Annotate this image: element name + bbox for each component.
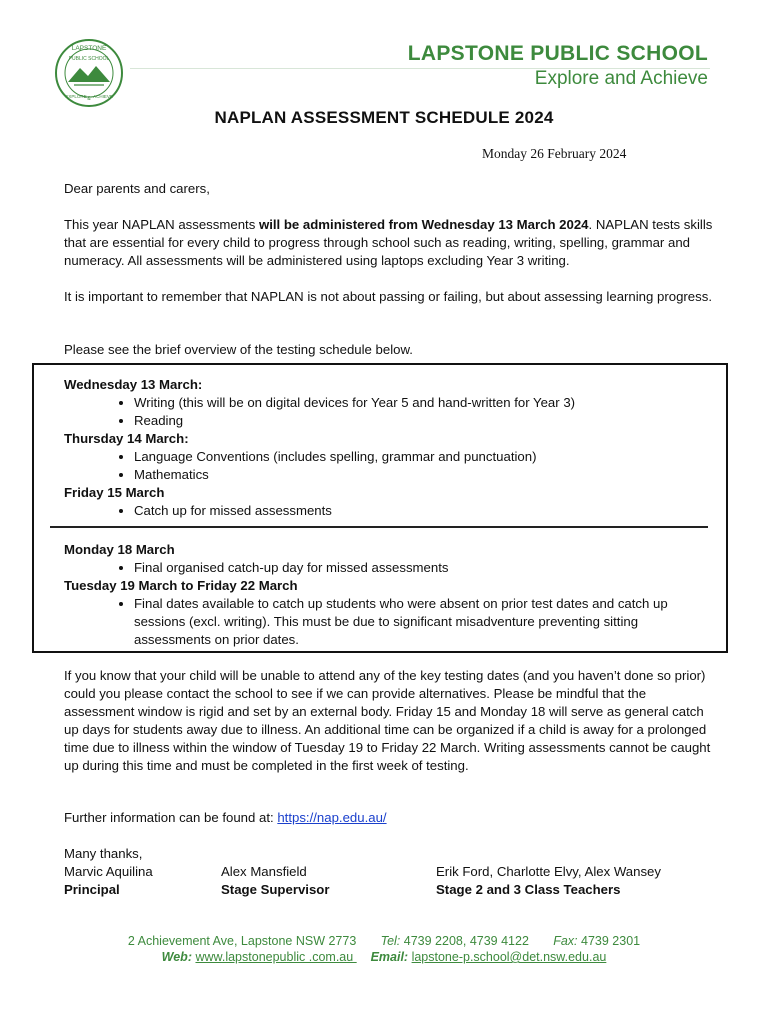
logo-amp-text: &	[87, 96, 91, 102]
salutation: Dear parents and carers,	[64, 181, 210, 196]
document-title: NAPLAN ASSESSMENT SCHEDULE 2024	[214, 108, 554, 127]
footer-web-link[interactable]: www.lapstonepublic .com.au	[195, 950, 357, 964]
footer-web-line	[0, 950, 768, 964]
letter-date: Monday 26 February 2024	[482, 146, 627, 161]
footer-fax: 4739 2301	[581, 934, 641, 948]
schedule-divider	[50, 526, 708, 528]
unable-paragraph: If you know that your child will be unable to attend any of the key testing dates (and you haven’t done so prior) could you please contact the school to see if we can provide alternatives. Please be mindful that the assessment window is rigid and set by an external body. Friday 15 and Monday 18 will serve as general catch up days for students away due to illness. An additional time can be organized if a child is away for a prolonged time due to illness within the window of Tuesday 19 to Friday 22 March. Writing assessments cannot be caught up during this time and must be completed in the first week of testing.	[64, 668, 711, 773]
footer-contact-line	[0, 934, 768, 948]
closing: Many thanks,	[64, 846, 143, 861]
school-name: LAPSTONE PUBLIC SCHOOL	[407, 42, 708, 65]
footer-fax-label: Fax:	[553, 934, 578, 948]
schedule-list-wed	[64, 394, 714, 430]
schedule-list-mon	[64, 559, 714, 577]
schedule-week1	[64, 376, 714, 520]
signatory-name: Erik Ford, Charlotte Elvy, Alex Wansey	[436, 864, 661, 879]
schedule-item: • Final organised catch-up day for missed assessments	[134, 559, 714, 577]
overview-paragraph: Please see the brief overview of the testing schedule below.	[64, 342, 413, 357]
remember-paragraph: It is important to remember that NAPLAN is not about passing or failing, but about assessing learning progress.	[64, 289, 712, 304]
schedule-item: • Final dates available to catch up students who were absent on prior test dates and catch up sessions (excl. writing). This must be due to significant misadventure preventing sitting assessments on prior dates.	[134, 595, 694, 649]
intro-paragraph	[64, 216, 714, 270]
school-motto: Explore and Achieve	[534, 68, 708, 89]
footer-email-label: Email:	[370, 950, 409, 964]
schedule-list-fri	[64, 502, 714, 520]
logo-mid-text: PUBLIC SCHOOL	[68, 56, 110, 62]
intro-pre: This year NAPLAN assessments	[64, 217, 259, 232]
schedule-day-fri: Friday 15 March	[64, 485, 165, 500]
signatory-name: Marvic Aquilina	[64, 864, 153, 879]
schedule-list-tue	[64, 595, 714, 649]
logo-top-text: LAPSTONE	[71, 45, 107, 52]
signatory-teachers	[436, 863, 661, 899]
footer-email-link[interactable]: lapstone-p.school@det.nsw.edu.au	[411, 950, 607, 964]
further-text: Further information can be found at:	[64, 810, 278, 825]
nap-link[interactable]: https://nap.edu.au/	[277, 810, 387, 825]
schedule-list-thu	[64, 448, 714, 484]
signatory-role: Principal	[64, 882, 120, 897]
schedule-day-tue: Tuesday 19 March to Friday 22 March	[64, 578, 298, 593]
footer-tel: 4739 2208, 4739 4122	[403, 934, 529, 948]
school-logo	[54, 38, 124, 108]
schedule-week2	[64, 541, 714, 649]
signatory-role: Stage 2 and 3 Class Teachers	[436, 882, 621, 897]
footer-address: 2 Achievement Ave, Lapstone NSW 2773	[127, 934, 357, 948]
intro-post: . NAPLAN tests skills that are essential for every child to progress through school such as reading, writing, spelling, grammar and numeracy. All assessments will be administered using laptops excluding Year 3 writing.	[64, 217, 713, 268]
schedule-day-thu: Thursday 14 March:	[64, 431, 189, 446]
signatory-supervisor	[221, 863, 329, 899]
logo-left-text: EXPLORE	[65, 94, 87, 99]
schedule-day-mon: Monday 18 March	[64, 542, 175, 557]
schedule-item: • Writing (this will be on digital devices for Year 5 and hand-written for Year 3)	[134, 394, 714, 412]
signatory-role: Stage Supervisor	[221, 882, 330, 897]
footer-tel-label: Tel:	[380, 934, 401, 948]
footer-web-label: Web:	[161, 950, 192, 964]
logo-right-text: ACHIEVE	[93, 94, 113, 99]
further-info	[64, 809, 714, 827]
schedule-item: • Language Conventions (includes spelling, grammar and punctuation)	[134, 448, 714, 466]
schedule-item: • Reading	[134, 412, 714, 430]
signatory-name: Alex Mansfield	[221, 864, 307, 879]
signatory-principal	[64, 863, 153, 899]
schedule-day-wed: Wednesday 13 March:	[64, 377, 203, 392]
intro-bold: will be administered from Wednesday 13 March 2024	[258, 217, 589, 232]
schedule-item: • Catch up for missed assessments	[134, 502, 714, 520]
schedule-item: • Mathematics	[134, 466, 714, 484]
